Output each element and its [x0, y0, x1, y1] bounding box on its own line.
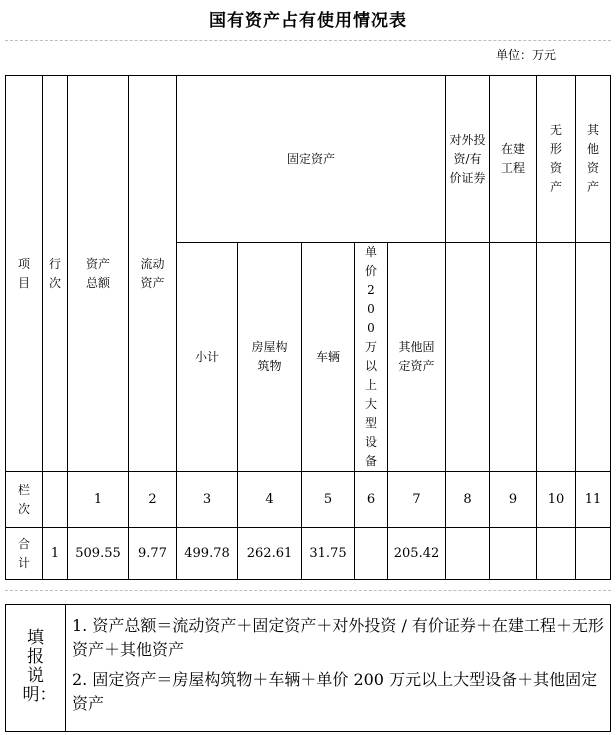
header-vehicles: 车辆 — [302, 243, 355, 472]
asset-table — [5, 75, 611, 580]
header-intangible: 无形资产 — [537, 76, 576, 243]
header-total-assets: 资产总额 — [68, 76, 129, 472]
total-label: 合计 — [6, 528, 43, 580]
header-buildings: 房屋构筑物 — [238, 243, 302, 472]
col-index-row — [6, 472, 611, 528]
unit-label: 单位：万元 — [496, 48, 557, 62]
note-item: 1. 资产总额＝流动资产＋固定资产＋对外投资 / 有价证券＋在建工程＋无形资产＋其他资产 — [72, 616, 604, 659]
total-cell: 499.78 — [177, 528, 238, 580]
col-index-cell: 6 — [355, 472, 388, 528]
total-cell: 509.55 — [68, 528, 129, 580]
header-line: 行次 — [43, 76, 68, 472]
col-index-cell: 4 — [238, 472, 302, 528]
total-cell: 262.61 — [238, 528, 302, 580]
total-cell: 9.77 — [129, 528, 177, 580]
page-title: 国有资产占有使用情况表 — [209, 11, 407, 31]
header-subtotal: 小计 — [177, 243, 238, 472]
total-cell — [576, 528, 611, 580]
divider — [5, 40, 611, 41]
empty-cell — [446, 243, 490, 472]
empty-cell — [490, 243, 537, 472]
header-large-equipment: 单价200万以上大型设备 — [355, 243, 388, 472]
note-item: 2. 固定资产＝房屋构筑物＋车辆＋单价 200 万元以上大型设备＋其他固定资产 — [72, 670, 598, 713]
col-index-cell: 8 — [446, 472, 490, 528]
total-cell: 205.42 — [388, 528, 446, 580]
col-index-cell: 1 — [68, 472, 129, 528]
header-construction: 在建工程 — [490, 76, 537, 243]
col-index-cell: 9 — [490, 472, 537, 528]
total-cell — [537, 528, 576, 580]
header-item: 项目 — [6, 76, 43, 472]
notes-label: 填报说明： — [6, 605, 66, 732]
notes-content — [66, 605, 611, 732]
total-cell — [355, 528, 388, 580]
total-cell — [490, 528, 537, 580]
col-index-label: 栏次 — [6, 472, 43, 528]
empty-cell — [576, 243, 611, 472]
empty-cell — [537, 243, 576, 472]
header-investment: 对外投资/有价证券 — [446, 76, 490, 243]
header-current-assets: 流动资产 — [129, 76, 177, 472]
header-other-assets: 其他资产 — [576, 76, 611, 243]
total-line: 1 — [43, 528, 68, 580]
header-fixed-assets: 固定资产 — [177, 76, 446, 243]
col-index-cell: 11 — [576, 472, 611, 528]
header-other-fixed: 其他固定资产 — [388, 243, 446, 472]
col-index-cell: 7 — [388, 472, 446, 528]
col-index-cell: 10 — [537, 472, 576, 528]
col-index-cell: 5 — [302, 472, 355, 528]
total-cell — [446, 528, 490, 580]
total-row — [6, 528, 611, 580]
divider — [5, 590, 611, 591]
col-index-cell — [43, 472, 68, 528]
col-index-cell: 2 — [129, 472, 177, 528]
total-cell: 31.75 — [302, 528, 355, 580]
notes-table — [5, 604, 611, 732]
col-index-cell: 3 — [177, 472, 238, 528]
